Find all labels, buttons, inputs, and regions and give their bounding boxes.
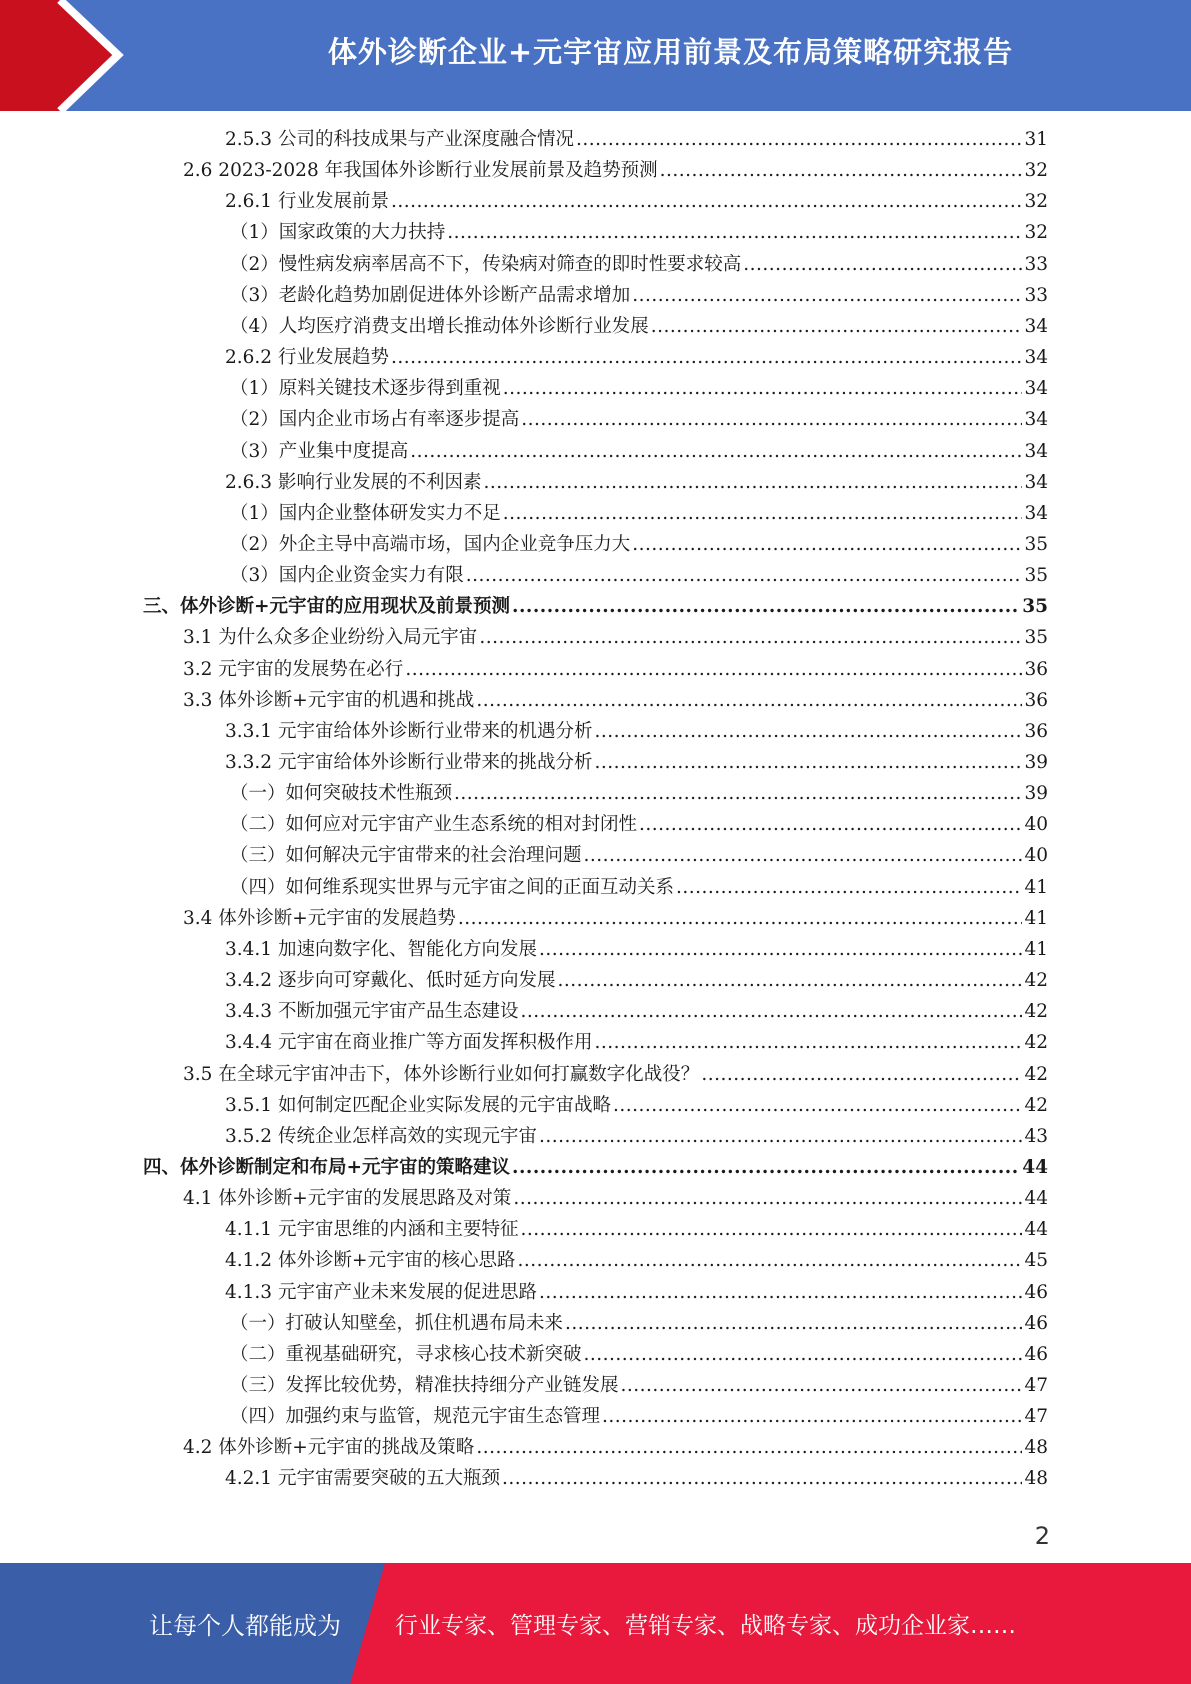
page-number: 2: [1034, 1522, 1050, 1550]
toc-dot-leader: [639, 813, 1022, 837]
toc-entry-label: （1）国内企业整体研发实力不足: [230, 502, 501, 524]
toc-dot-leader: [602, 1405, 1022, 1429]
toc-entry[interactable]: [230, 440, 1048, 464]
toc-entry-label: 3.5 在全球元宇宙冲击下，体外诊断行业如何打赢数字化战役？: [183, 1063, 700, 1085]
toc-entry[interactable]: [225, 938, 1048, 962]
toc-entry-page: 32: [1024, 160, 1048, 182]
toc-entry-page: 35: [1024, 565, 1048, 587]
toc-dot-leader: [520, 1000, 1022, 1024]
footer-slogan-left: 让每个人都能成为: [149, 1612, 341, 1640]
toc-entry-label: （三）如何解决元宇宙带来的社会治理问题: [230, 845, 582, 867]
toc-entry-page: 34: [1024, 502, 1048, 524]
toc-dot-leader: [476, 689, 1022, 713]
toc-dot-leader: [391, 346, 1022, 370]
toc-entry-page: 32: [1024, 222, 1048, 244]
toc-entry-label: 3.1 为什么众多企业纷纷入局元宇宙: [183, 627, 478, 649]
toc-entry-label: （3）老龄化趋势加剧促进体外诊断产品需求增加: [230, 284, 631, 306]
toc-dot-leader: [743, 253, 1022, 277]
toc-dot-leader: [520, 1218, 1022, 1242]
toc-entry-label: 3.4.3 不断加强元宇宙产品生态建设: [225, 1001, 519, 1023]
toc-entry[interactable]: [183, 626, 1048, 650]
toc-entry[interactable]: [230, 253, 1048, 277]
toc-dot-leader: [405, 658, 1022, 682]
toc-dot-leader: [660, 159, 1023, 183]
toc-dot-leader: [410, 440, 1022, 464]
toc-entry[interactable]: [230, 408, 1048, 432]
toc-entry-label: （四）如何维系现实世界与元宇宙之间的正面互动关系: [230, 876, 675, 898]
toc-entry-label: 4.1.3 元宇宙产业未来发展的促进思路: [225, 1281, 537, 1303]
toc-entry-page: 44: [1024, 1188, 1048, 1210]
toc-dot-leader: [503, 502, 1023, 526]
toc-dot-leader: [512, 595, 1020, 619]
toc-entry[interactable]: [225, 1218, 1048, 1242]
toc-entry-label: 3.3.1 元宇宙给体外诊断行业带来的机遇分析: [225, 720, 593, 742]
toc-entry-page: 48: [1024, 1468, 1048, 1490]
toc-entry[interactable]: [230, 377, 1048, 401]
toc-entry-page: 39: [1024, 752, 1048, 773]
toc-entry-page: 41: [1024, 907, 1048, 929]
toc-entry-page: 34: [1024, 315, 1048, 337]
toc-entry-page: 42: [1024, 970, 1048, 992]
toc-entry-page: 36: [1024, 689, 1048, 711]
toc-entry-label: （二）如何应对元宇宙产业生态系统的相对封闭性: [230, 814, 638, 836]
toc-dot-leader: [676, 876, 1022, 900]
toc-dot-leader: [391, 190, 1022, 214]
toc-dot-leader: [594, 1031, 1022, 1055]
toc-entry-label: 2.6 2023-2028 年我国体外诊断行业发展前景及趋势预测: [183, 160, 658, 182]
toc-entry-page: 46: [1024, 1312, 1048, 1334]
toc-dot-leader: [447, 221, 1022, 245]
toc-dot-leader: [476, 1436, 1022, 1460]
toc-dot-leader: [521, 408, 1022, 432]
toc-dot-leader: [539, 1281, 1022, 1305]
toc-entry[interactable]: [230, 1405, 1048, 1429]
toc-entry-label: 3.2 元宇宙的发展势在必行: [183, 658, 404, 680]
toc-entry[interactable]: [230, 782, 1048, 806]
toc-entry-page: 46: [1024, 1281, 1048, 1303]
toc-dot-leader: [557, 969, 1022, 993]
toc-dot-leader: [584, 844, 1023, 868]
toc-entry-page: 40: [1024, 814, 1048, 836]
toc-entry[interactable]: [230, 221, 1048, 245]
toc-entry[interactable]: [230, 1374, 1048, 1398]
toc-dot-leader: [565, 1312, 1022, 1336]
toc-entry[interactable]: [230, 502, 1048, 526]
toc-entry-label: 3.3.2 元宇宙给体外诊断行业带来的挑战分析: [225, 752, 593, 773]
toc-entry-page: 34: [1024, 347, 1048, 369]
toc-entry-page: 44: [1024, 1219, 1048, 1241]
toc-entry-label: 3.5.1 如何制定匹配企业实际发展的元宇宙战略: [225, 1094, 611, 1116]
report-header-banner: [0, 0, 1191, 111]
toc-dot-leader: [632, 284, 1022, 308]
toc-dot-leader: [479, 626, 1022, 650]
toc-entry[interactable]: [230, 1312, 1048, 1336]
toc-entry-page: 34: [1024, 440, 1048, 462]
toc-entry-label: 4.1.2 体外诊断+元宇宙的核心思路: [225, 1250, 516, 1272]
toc-entry-label: （2）慢性病发病率居高不下，传染病对筛查的即时性要求较高: [230, 253, 742, 275]
toc-entry[interactable]: [230, 844, 1048, 868]
toc-dot-leader: [584, 1343, 1023, 1367]
toc-entry-page: 42: [1024, 1063, 1048, 1085]
toc-entry-label: 3.4.4 元宇宙在商业推广等方面发挥积极作用: [225, 1032, 593, 1054]
toc-entry-label: 3.5.2 传统企业怎样高效的实现元宇宙: [225, 1125, 537, 1147]
toc-entry-page: 47: [1024, 1375, 1048, 1396]
toc-entry-page: 36: [1024, 720, 1048, 742]
toc-dot-leader: [483, 471, 1022, 495]
toc-entry-label: 4.1 体外诊断+元宇宙的发展思路及对策: [183, 1188, 512, 1210]
toc-dot-leader: [503, 377, 1023, 401]
toc-dot-leader: [594, 720, 1022, 744]
toc-dot-leader: [539, 938, 1022, 962]
toc-entry-page: 45: [1024, 1250, 1048, 1272]
toc-entry-label: （三）发挥比较优势，精准扶持细分产业链发展: [230, 1375, 619, 1396]
toc-dot-leader: [632, 533, 1022, 557]
toc-dot-leader: [466, 564, 1023, 588]
toc-entry[interactable]: [230, 533, 1048, 557]
report-title: 体外诊断企业+元宇宙应用前景及布局策略研究报告: [327, 34, 1014, 69]
toc-entry-page: 35: [1024, 627, 1048, 649]
toc-entry-page: 35: [1024, 533, 1048, 555]
toc-entry[interactable]: [143, 595, 1048, 619]
toc-entry[interactable]: [225, 720, 1048, 744]
toc-entry-label: （2）外企主导中高端市场，国内企业竞争压力大: [230, 533, 631, 555]
toc-entry-label: 3.4.1 加速向数字化、智能化方向发展: [225, 938, 537, 960]
toc-entry-label: 4.2.1 元宇宙需要突破的五大瓶颈: [225, 1468, 500, 1490]
toc-entry[interactable]: [230, 284, 1048, 308]
toc-entry[interactable]: [225, 128, 1048, 152]
toc-dot-leader: [594, 751, 1022, 775]
toc-entry-label: （一）如何突破技术性瓶颈: [230, 783, 453, 805]
toc-entry-page: 32: [1024, 191, 1048, 213]
toc-entry-page: 42: [1024, 1094, 1048, 1116]
toc-entry[interactable]: [183, 1063, 1048, 1087]
toc-entry-page: 42: [1024, 1001, 1048, 1023]
toc-entry-label: （二）重视基础研究，寻求核心技术新突破: [230, 1343, 582, 1365]
toc-entry-label: （2）国内企业市场占有率逐步提高: [230, 409, 520, 431]
toc-entry[interactable]: [230, 813, 1048, 837]
toc-entry-label: 2.5.3 公司的科技成果与产业深度融合情况: [225, 129, 574, 150]
toc-entry[interactable]: [225, 969, 1048, 993]
toc-entry[interactable]: [183, 658, 1048, 682]
toc-entry[interactable]: [183, 159, 1048, 183]
toc-entry[interactable]: [143, 1156, 1048, 1180]
toc-dot-leader: [454, 782, 1022, 806]
toc-dot-leader: [502, 1467, 1022, 1491]
toc-entry-label: （4）人均医疗消费支出增长推动体外诊断行业发展: [230, 315, 649, 337]
toc-dot-leader: [513, 1187, 1022, 1211]
toc-entry-page: 39: [1024, 783, 1048, 805]
toc-entry-label: 4.1.1 元宇宙思维的内涵和主要特征: [225, 1219, 519, 1241]
toc-entry[interactable]: [225, 1094, 1048, 1118]
toc-entry[interactable]: [225, 190, 1048, 214]
toc-entry-label: 3.4.2 逐步向可穿戴化、低时延方向发展: [225, 970, 556, 992]
toc-entry-page: 43: [1024, 1125, 1048, 1147]
toc-entry[interactable]: [225, 1281, 1048, 1305]
toc-entry[interactable]: [225, 1249, 1048, 1273]
toc-entry-page: 40: [1024, 845, 1048, 867]
toc-entry-page: 34: [1024, 378, 1048, 400]
toc-dot-leader: [512, 1156, 1020, 1180]
toc-entry[interactable]: [183, 907, 1048, 931]
toc-entry[interactable]: [225, 1000, 1048, 1024]
toc-entry[interactable]: [183, 1436, 1048, 1460]
toc-dot-leader: [613, 1094, 1022, 1118]
toc-dot-leader: [621, 1374, 1023, 1398]
toc-entry[interactable]: [230, 315, 1048, 339]
footer-banner: [0, 1563, 1191, 1684]
toc-entry[interactable]: [230, 564, 1048, 588]
toc-entry-label: 2.6.1 行业发展前景: [225, 191, 389, 213]
toc-entry-label: （一）打破认知壁垒，抓住机遇布局未来: [230, 1312, 564, 1334]
toc-entry[interactable]: [225, 346, 1048, 370]
toc-entry-label: 四、体外诊断制定和布局+元宇宙的策略建议: [143, 1156, 511, 1178]
toc-entry-page: 46: [1024, 1343, 1048, 1365]
toc-entry[interactable]: [183, 689, 1048, 713]
toc-entry[interactable]: [225, 1467, 1048, 1491]
toc-entry-label: 2.6.2 行业发展趋势: [225, 347, 389, 369]
toc-entry[interactable]: [225, 1031, 1048, 1055]
toc-entry-label: 3.3 体外诊断+元宇宙的机遇和挑战: [183, 689, 475, 711]
toc-entry-page: 34: [1024, 471, 1048, 493]
toc-entry-page: 41: [1024, 876, 1048, 898]
toc-entry-page: 41: [1024, 938, 1048, 960]
toc-entry-page: 44: [1022, 1156, 1048, 1178]
toc-entry-page: 48: [1024, 1437, 1048, 1459]
toc-dot-leader: [539, 1125, 1022, 1149]
toc-entry-label: （1）国家政策的大力扶持: [230, 222, 446, 244]
toc-entry-label: （3）国内企业资金实力有限: [230, 565, 464, 587]
red-arrow-decoration: [0, 0, 150, 111]
toc-entry-page: 34: [1024, 409, 1048, 431]
toc-entry-page: 47: [1024, 1406, 1048, 1428]
toc-dot-leader: [576, 128, 1022, 152]
toc-entry[interactable]: [225, 1125, 1048, 1149]
toc-entry-label: 2.6.3 影响行业发展的不利因素: [225, 471, 482, 493]
toc-dot-leader: [517, 1249, 1022, 1273]
toc-entry-label: （1）原料关键技术逐步得到重视: [230, 378, 501, 400]
toc-entry-label: （四）加强约束与监管，规范元宇宙生态管理: [230, 1406, 601, 1428]
toc-entry[interactable]: [183, 1187, 1048, 1211]
toc-entry-page: 35: [1022, 596, 1048, 618]
toc-entry-label: 3.4 体外诊断+元宇宙的发展趋势: [183, 907, 456, 929]
toc-dot-leader: [458, 907, 1023, 931]
toc-entry-page: 36: [1024, 658, 1048, 680]
footer-slogan-right: 行业专家、管理专家、营销专家、战略专家、成功企业家……: [395, 1613, 1016, 1639]
toc-entry[interactable]: [230, 876, 1048, 900]
toc-entry-label: 三、体外诊断+元宇宙的应用现状及前景预测: [143, 596, 511, 618]
toc-entry-label: （3）产业集中度提高: [230, 440, 409, 462]
toc-entry-label: 4.2 体外诊断+元宇宙的挑战及策略: [183, 1437, 475, 1459]
toc-entry[interactable]: [225, 471, 1048, 495]
toc-entry-page: 42: [1024, 1032, 1048, 1054]
toc-entry[interactable]: [225, 751, 1048, 775]
toc-entry[interactable]: [230, 1343, 1048, 1367]
toc-dot-leader: [651, 315, 1023, 339]
toc-dot-leader: [701, 1063, 1022, 1087]
toc-entry-page: 33: [1024, 284, 1048, 306]
toc-entry-page: 31: [1024, 129, 1048, 150]
toc-entry-page: 33: [1024, 253, 1048, 275]
